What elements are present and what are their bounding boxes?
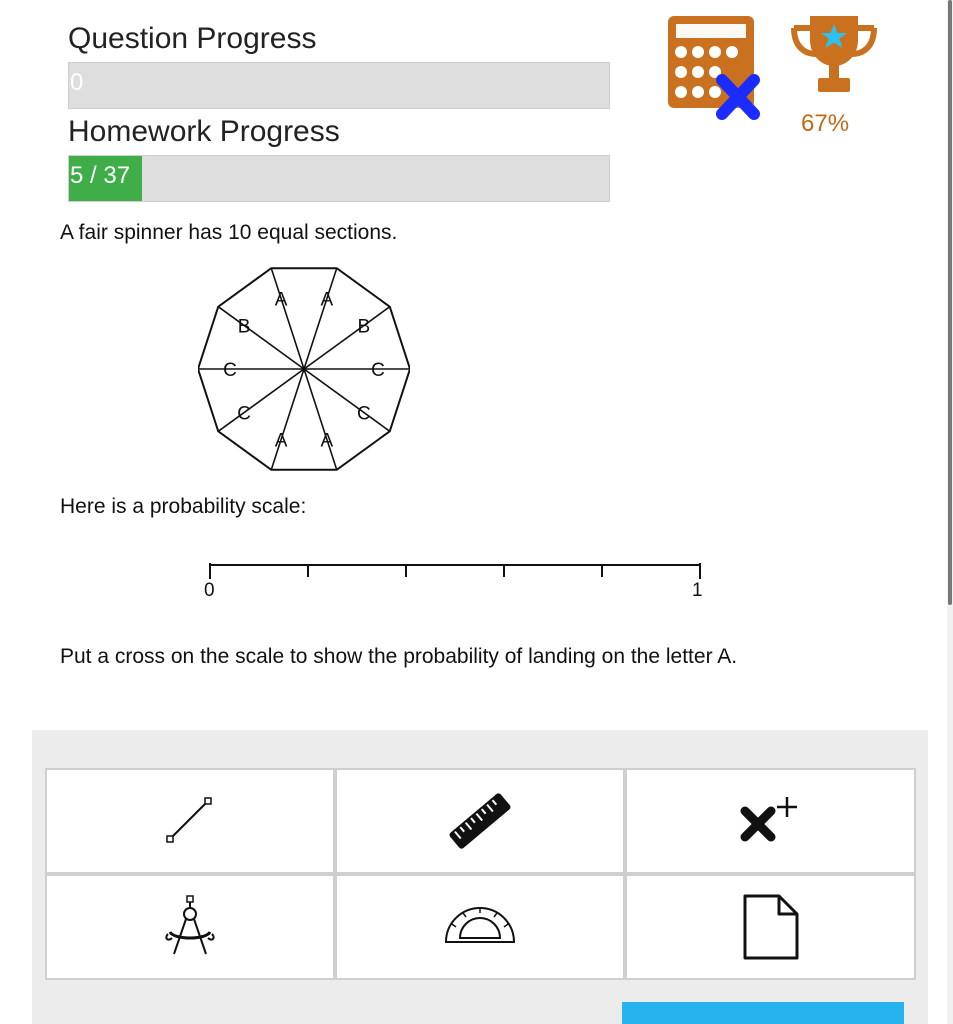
- question-progress-label: Question Progress: [68, 22, 317, 55]
- spinner-section-label: C: [357, 403, 371, 425]
- scale-max-label: 1: [692, 580, 703, 601]
- trophy-icon[interactable]: [788, 14, 880, 96]
- tool-grid: [45, 768, 916, 980]
- spinner-diagram: [198, 258, 410, 480]
- question-progress-bar: [68, 62, 610, 109]
- notes-tool[interactable]: [625, 874, 916, 980]
- spinner-section-label: C: [237, 403, 251, 425]
- homework-progress-label: Homework Progress: [68, 115, 340, 148]
- spinner-section-label: A: [274, 430, 288, 452]
- spinner-section-label: B: [237, 316, 251, 338]
- line-icon: [160, 791, 220, 851]
- question-instruction: Put a cross on the scale to show the probability of landing on the letter A.: [60, 645, 738, 668]
- ruler-icon: [445, 786, 515, 856]
- question-progress-value: 0: [70, 69, 84, 96]
- spinner-section-label: A: [320, 289, 334, 311]
- compass-icon: [160, 892, 220, 962]
- spinner-section-label: C: [223, 360, 237, 381]
- homework-progress-bar: [68, 155, 610, 202]
- cross-tool[interactable]: [625, 768, 916, 874]
- ruler-tool[interactable]: [335, 768, 625, 874]
- protractor-icon: [440, 902, 520, 952]
- page-scrollbar-thumb[interactable]: [948, 0, 952, 605]
- line-tool[interactable]: [45, 768, 335, 874]
- calculator-disabled-icon[interactable]: [666, 14, 766, 122]
- question-intro: A fair spinner has 10 equal sections.: [60, 221, 398, 244]
- spinner-section-label: A: [274, 289, 288, 311]
- homework-progress-value: 5 / 37: [70, 162, 131, 189]
- scale-min-label: 0: [204, 580, 215, 601]
- page-icon: [741, 892, 801, 962]
- page-scrollbar[interactable]: [947, 0, 953, 1024]
- cross-plus-icon: [731, 791, 811, 851]
- scale-intro: Here is a probability scale:: [60, 495, 307, 518]
- submit-button[interactable]: [622, 1002, 904, 1024]
- compass-tool[interactable]: [45, 874, 335, 980]
- spinner-section-label: A: [320, 430, 334, 452]
- spinner-section-label: C: [371, 360, 385, 381]
- spinner-section-label: B: [357, 316, 371, 338]
- probability-scale[interactable]: [195, 555, 715, 605]
- protractor-tool[interactable]: [335, 874, 625, 980]
- trophy-percent: 67%: [801, 110, 850, 137]
